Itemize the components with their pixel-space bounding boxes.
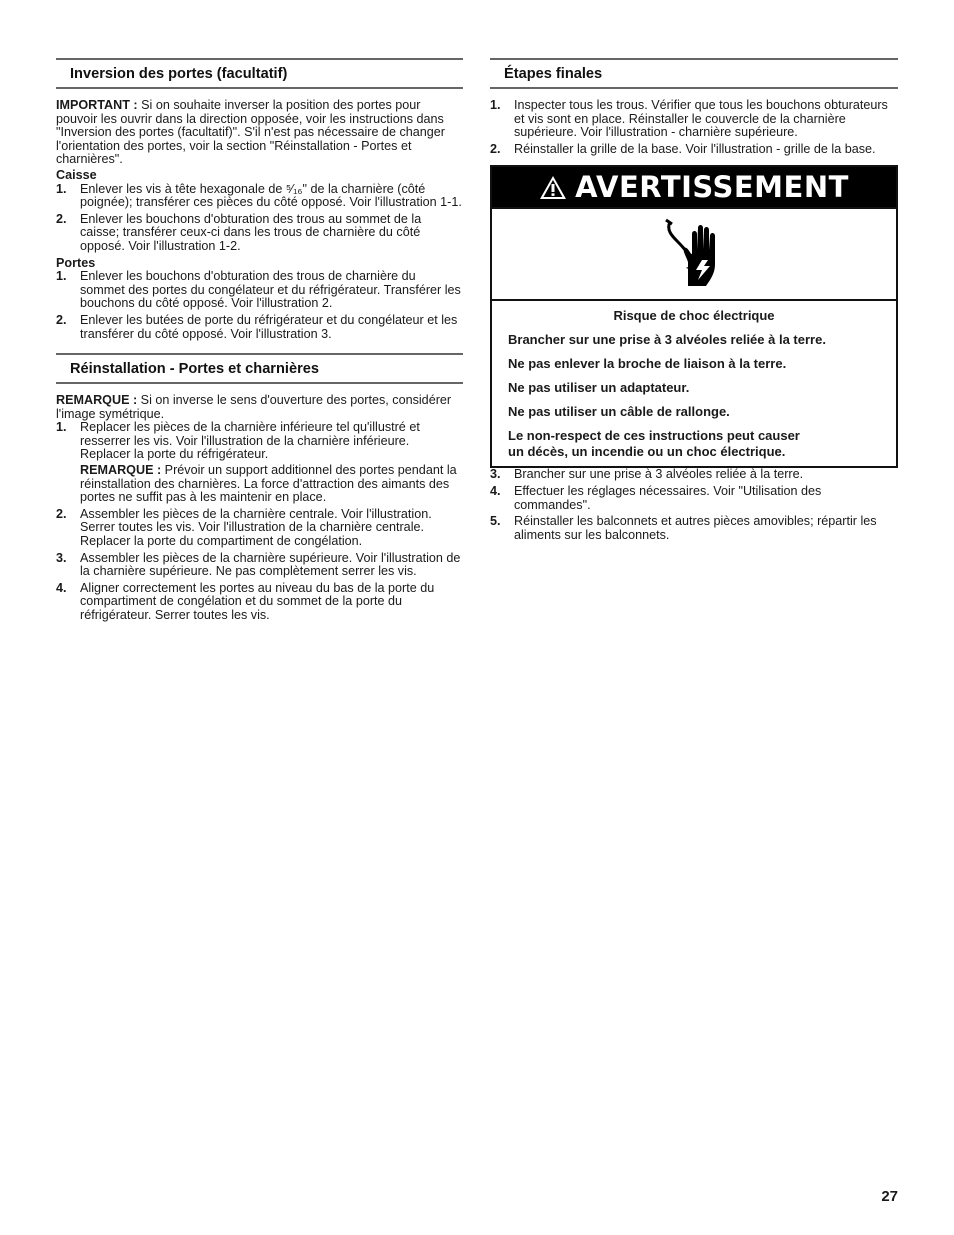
step-number: 5. [490,514,501,529]
step-number: 2. [56,506,67,521]
step-text: Replacer les pièces de la charnière inférieure tel qu'illustré et resserrer les vis. Voir l'illustration de la charnière inférieure. Replacer la porte du réfrigérateur. [80,420,420,462]
important-paragraph [56,99,463,167]
step-text: Inspecter tous les trous. Vérifier que tous les bouchons obturateurs et vis sont en place. Réinstaller le couvercle de la charnière supérieure. Voir l'illustration - charnière supérieure. [514,98,888,140]
list-item [56,270,463,311]
step-text: Réinstaller les balconnets et autres pièces amovibles; répartir les aliments sur les balconnets. [514,514,877,542]
list-item [56,183,463,210]
remarque-label: REMARQUE : [56,393,138,408]
step-number: 1. [56,181,67,196]
list-item [56,582,463,623]
portes-steps [56,270,463,341]
portes-subheading: Portes [56,255,96,270]
step-number: 2. [56,211,67,226]
step-number: 1. [56,269,67,284]
note-label: REMARQUE : [80,463,162,478]
warning-header [492,167,896,207]
step-text: Effectuer les réglages nécessaires. Voir "Utilisation des commandes". [514,483,822,512]
step-number: 1. [56,420,67,435]
final-steps-after [490,468,898,542]
list-item [490,485,898,512]
warning-line: Ne pas utiliser un adaptateur. [508,380,690,396]
warning-consequence-2: un décès, un incendie ou un choc électrique. [508,444,786,460]
warning-heading: Risque de choc électrique [613,308,775,324]
step-text: Brancher sur une prise à 3 alvéoles reliée à la terre. [514,467,804,482]
warning-line: Ne pas enlever la broche de liaison à la terre. [508,356,787,372]
list-item [490,99,898,140]
step-number: 2. [490,141,501,156]
step-number: 3. [56,550,67,565]
section-title-etapes-finales: Étapes finales [490,58,898,89]
note-text: Prévoir un support additionnel des portes pendant la réinstallation des charnières. La force d'attraction des aimants des portes ne suffit pas à les maintenir en place. [80,463,457,505]
section-title-reinstallation: Réinstallation - Portes et charnières [56,353,463,384]
list-item [56,213,463,254]
important-label: IMPORTANT : [56,98,138,112]
step-text: Enlever les bouchons d'obturation des trous de charnière du sommet des portes du congélateur et du réfrigérateur. Transférer les bouchons du côté opposé. Voir l'illustration 2. [80,269,461,311]
warning-title: AVERTISSEMENT [575,169,849,204]
caisse-subheading: Caisse [56,167,97,182]
step-text: Enlever les butées de porte du réfrigérateur et du congélateur et les transférer du côté opposé. Voir l'illustration 3. [80,312,458,341]
step-text: Assembler les pièces de la charnière supérieure. Voir l'illustration de la charnière supérieure. Ne pas complètement serrer les vis. [80,550,461,579]
step-text: Assembler les pièces de la charnière centrale. Voir l'illustration. Serrer toutes les vis. Voir l'illustration de la charnière centrale. Replacer la porte du compartiment de congélation. [80,506,432,549]
list-item [56,552,463,579]
right-column [490,58,898,545]
final-steps-before [490,99,898,156]
reinstallation-steps [56,421,463,622]
warning-triangle-icon [539,175,567,200]
step-text: Enlever les bouchons d'obturation des trous au sommet de la caisse; transférer ceux-ci dans les trous de charnière du côté opposé. Voir l'illustration 1-2. [80,211,422,253]
list-item [490,143,898,157]
list-item [56,314,463,341]
warning-line: Brancher sur une prise à 3 alvéoles reliée à la terre. [508,332,826,348]
list-item [490,515,898,542]
step-text: Enlever les vis à tête hexagonale de ⁵⁄₁₆" de la charnière (côté poignée); transférer ces pièces du côté opposé. Voir l'illustration 1-1. [80,181,462,210]
warning-text [492,301,896,466]
step-number: 4. [490,483,501,498]
page-number: 27 [881,1188,898,1205]
step-number: 1. [490,98,501,112]
step-note [80,464,463,505]
remarque-paragraph [56,394,463,421]
caisse-steps [56,183,463,254]
warning-box [490,165,898,468]
electric-shock-hand-icon [658,216,730,292]
step-text: Aligner correctement les portes au niveau du bas de la porte du compartiment de congélation et du sommet de la porte du réfrigérateur. Serrer toutes les vis. [80,580,435,622]
section-title-inversion: Inversion des portes (facultatif) [56,58,463,89]
remarque-text: Si on inverse le sens d'ouverture des portes, considérer l'image symétrique. [56,393,452,421]
warning-consequence-1: Le non-respect de ces instructions peut causer [508,428,800,444]
list-item [490,468,898,482]
warning-line: Ne pas utiliser un câble de rallonge. [508,404,730,420]
step-number: 3. [490,467,501,482]
list-item [56,421,463,505]
important-text: Si on souhaite inverser la position des portes pour pouvoir les ouvrir dans la direction opposée, voir les instructions dans "Inversion des portes (facultatif)". S'il n'est pas nécessaire de changer l'orientation des portes, voir la section "Réinstallation - Portes et charnières". [56,98,445,167]
shock-hazard-area [492,207,896,301]
left-column [56,58,463,626]
step-number: 4. [56,580,67,595]
list-item [56,508,463,549]
step-number: 2. [56,312,67,327]
step-text: Réinstaller la grille de la base. Voir l'illustration - grille de la base. [514,141,876,156]
